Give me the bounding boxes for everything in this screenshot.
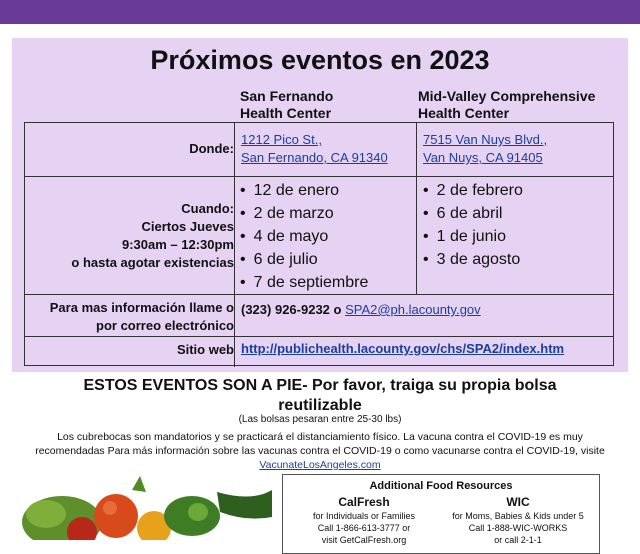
table-divider	[25, 294, 613, 295]
location-1-name: San Fernando Health Center	[240, 88, 334, 121]
list-item: • 6 de julio	[240, 248, 368, 271]
phone-number: (323) 926-9232 o	[241, 302, 342, 317]
table-divider	[234, 294, 235, 367]
events-table	[24, 122, 614, 366]
calfresh-resource: CalFresh for Individuals or Families Call 1-866-613-3777 or visit GetCalFresh.org	[312, 495, 416, 545]
list-item: • 3 de agosto	[423, 248, 523, 271]
walk-in-headline: ESTOS EVENTOS SON A PIE- Por favor, traiga su propia bolsa reutilizable	[83, 377, 557, 414]
page-title: Próximos eventos en 2023	[150, 45, 490, 75]
list-item: • 2 de marzo	[240, 202, 368, 225]
contact-label: Para mas información llame o por correo electrónico	[49, 300, 234, 333]
location-2-address[interactable]: 7515 Van Nuys Blvd., Van Nuys, CA 91405	[423, 132, 548, 165]
email-link[interactable]: SPA2@ph.lacounty.gov	[345, 302, 481, 317]
top-banner	[0, 0, 640, 24]
additional-resources-box	[282, 474, 600, 554]
list-item: • 6 de abril	[423, 202, 523, 225]
vegetables-photo-icon	[22, 472, 272, 540]
contact-info	[241, 302, 481, 317]
when-label: Cuando: Ciertos Jueves 9:30am – 12:30pm o hasta agotar existencias	[71, 201, 234, 270]
location-2-dates	[423, 179, 523, 271]
list-item: • 2 de febrero	[423, 179, 523, 202]
location-2-name: Mid-Valley Comprehensive Health Center	[418, 88, 596, 121]
where-label: Donde:	[189, 141, 234, 156]
list-item: • 12 de enero	[240, 179, 368, 202]
location-1-dates	[240, 179, 368, 294]
list-item: • 4 de mayo	[240, 225, 368, 248]
vaccine-link[interactable]: VacunateLosAngeles.com	[259, 459, 381, 471]
resources-title: Additional Food Resources	[369, 480, 513, 492]
website-link[interactable]: http://publichealth.lacounty.gov/chs/SPA2/index.htm	[241, 341, 565, 356]
table-divider	[25, 336, 613, 337]
wic-resource: WIC for Moms, Babies & Kids under 5 Call 1-888-WIC-WORKS or call 2-1-1	[452, 495, 584, 545]
table-divider	[416, 123, 417, 294]
covid-notice: Los cubrebocas son mandatorios y se practicará el distanciamiento físico. La vacuna contra el COVID-19 es muy recomendadas Para más información sobre las vacunas contra el COVID-19 o como vacunarse contra el COVID-19, visite VacunateLosAngeles.com	[35, 431, 605, 471]
list-item: • 1 de junio	[423, 225, 523, 248]
table-divider	[25, 176, 613, 177]
web-label: Sitio web	[176, 342, 234, 357]
list-item: • 7 de septiembre	[240, 271, 368, 294]
table-divider	[234, 123, 235, 294]
location-1-address[interactable]: 1212 Pico St., San Fernando, CA 91340	[241, 132, 388, 165]
bag-weight-note: (Las bolsas pesaran entre 25-30 lbs)	[238, 414, 402, 425]
web-info	[241, 341, 564, 356]
